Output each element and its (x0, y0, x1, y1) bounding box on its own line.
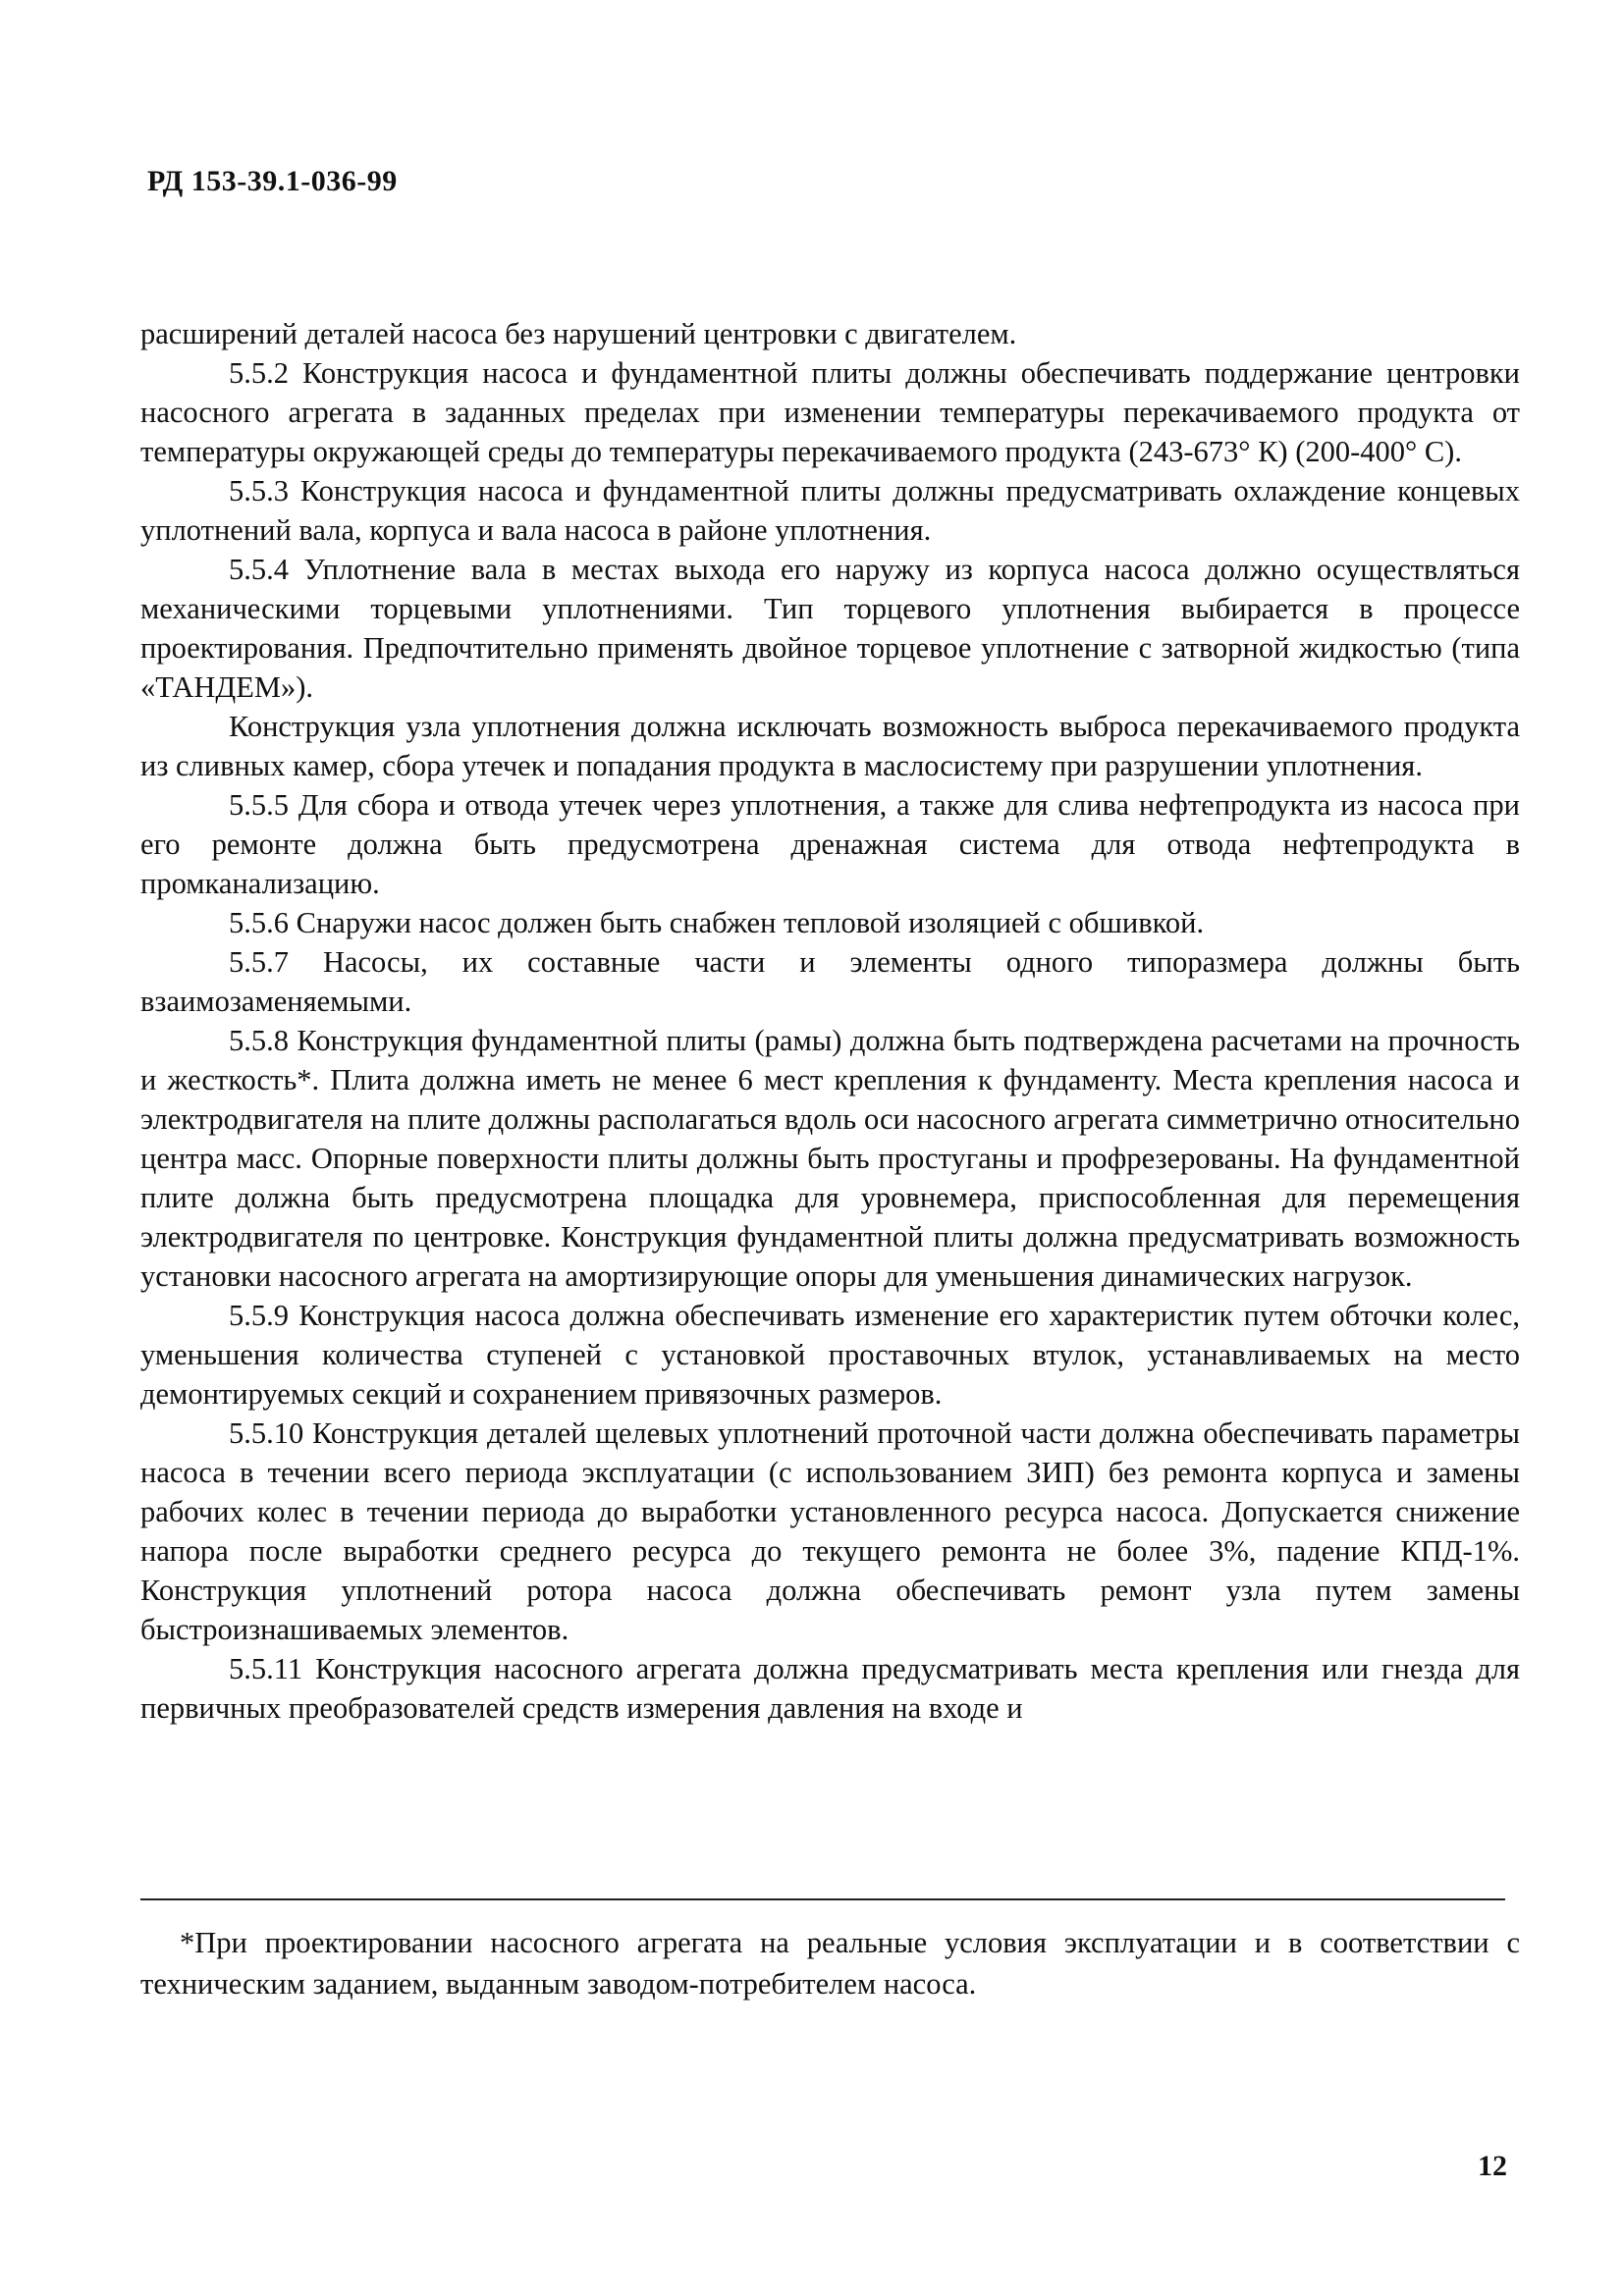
footnote-text: *При проектировании насосного агрегата на реальные условия эксплуатации и в соответствии с техническим заданием, выданным заводом-потребителем насоса. (140, 1926, 1520, 2001)
paragraph-5-5-4: 5.5.4 Уплотнение вала в местах выхода его наружу из корпуса насоса должно осуществляться механическими торцевыми уплотнениями. Тип торцевого уплотнения выбирается в процессе проектирования. Предпочтительно применять двойное торцевое уплотнение с затворной жидкостью (типа «ТАНДЕМ»). (140, 553, 1520, 704)
paragraph-5-5-7: 5.5.7 Насосы, их составные части и элементы одного типоразмера должны быть взаимозаменяемыми. (140, 945, 1520, 1018)
page-number: 12 (1478, 2150, 1507, 2182)
paragraph-continuation: расширений деталей насоса без нарушений центровки с двигателем. (140, 317, 1017, 350)
paragraph-5-5-9: 5.5.9 Конструкция насоса должна обеспечивать изменение его характеристик путем обточки колес, уменьшения количества ступеней с установкой проставочных втулок, устанавливаемых на место демонтируемых секций и сохранением привязочных размеров. (140, 1299, 1520, 1411)
paragraph-5-5-8: 5.5.8 Конструкция фундаментной плиты (рамы) должна быть подтверждена расчетами на прочность и жесткость*. Плита должна иметь не менее 6 мест крепления к фундаменту. Места крепления насоса и электродвигателя на плите должны располагаться вдоль оси насосного агрегата симметрично относительно центра масс. Опорные поверхности плиты должны быть простуганы и профрезерованы. На фундаментной плите должна быть предусмотрена площадка для уровнемера, приспособленная для перемещения электродвигателя по центровке. Конструкция фундаментной плиты должна предусматривать возможность установки насосного агрегата на амортизирующие опоры для уменьшения динамических нагрузок. (140, 1024, 1520, 1293)
paragraph-5-5-6: 5.5.6 Снаружи насос должен быть снабжен тепловой изоляцией с обшивкой. (229, 906, 1205, 939)
paragraph-seal-assembly: Конструкция узла уплотнения должна исключать возможность выброса перекачиваемого продукта из сливных камер, сбора утечек и попадания продукта в маслосистему при разрушении уплотнения. (140, 710, 1520, 782)
footnote (140, 1922, 1520, 2004)
document-code: РД 153-39.1-036-99 (147, 165, 398, 197)
paragraph-5-5-3: 5.5.3 Конструкция насоса и фундаментной плиты должны предусматривать охлаждение концевых уплотнений вала, корпуса и вала насоса в районе уплотнения. (140, 474, 1520, 547)
footnote-separator (140, 1898, 1505, 1900)
paragraph-5-5-10: 5.5.10 Конструкция деталей щелевых уплотнений проточной части должна обеспечивать параметры насоса в течении всего периода эксплуатации (с использованием ЗИП) без ремонта корпуса и замены рабочих колес в течении периода до выработки установленного ресурса насоса. Допускается снижение напора после выработки среднего ресурса до текущего ремонта не более 3%, падение КПД-1%. Конструкция уплотнений ротора насоса должна обеспечивать ремонт узла путем замены быстроизнашиваемых элементов. (140, 1416, 1520, 1646)
paragraph-5-5-5: 5.5.5 Для сбора и отвода утечек через уплотнения, а также для слива нефтепродукта из насоса при его ремонте должна быть предусмотрена дренажная система для отвода нефтепродукта в промканализацию. (140, 788, 1520, 900)
paragraph-5-5-2: 5.5.2 Конструкция насоса и фундаментной плиты должны обеспечивать поддержание центровки насосного агрегата в заданных пределах при изменении температуры перекачиваемого продукта от температуры окружающей среды до температуры перекачиваемого продукта (243-673° К) (200-400° С). (140, 356, 1520, 468)
body-text (140, 314, 1520, 1728)
paragraph-5-5-11: 5.5.11 Конструкция насосного агрегата должна предусматривать места крепления или гнезда для первичных преобразователей средств измерения давления на входе и (140, 1652, 1520, 1725)
